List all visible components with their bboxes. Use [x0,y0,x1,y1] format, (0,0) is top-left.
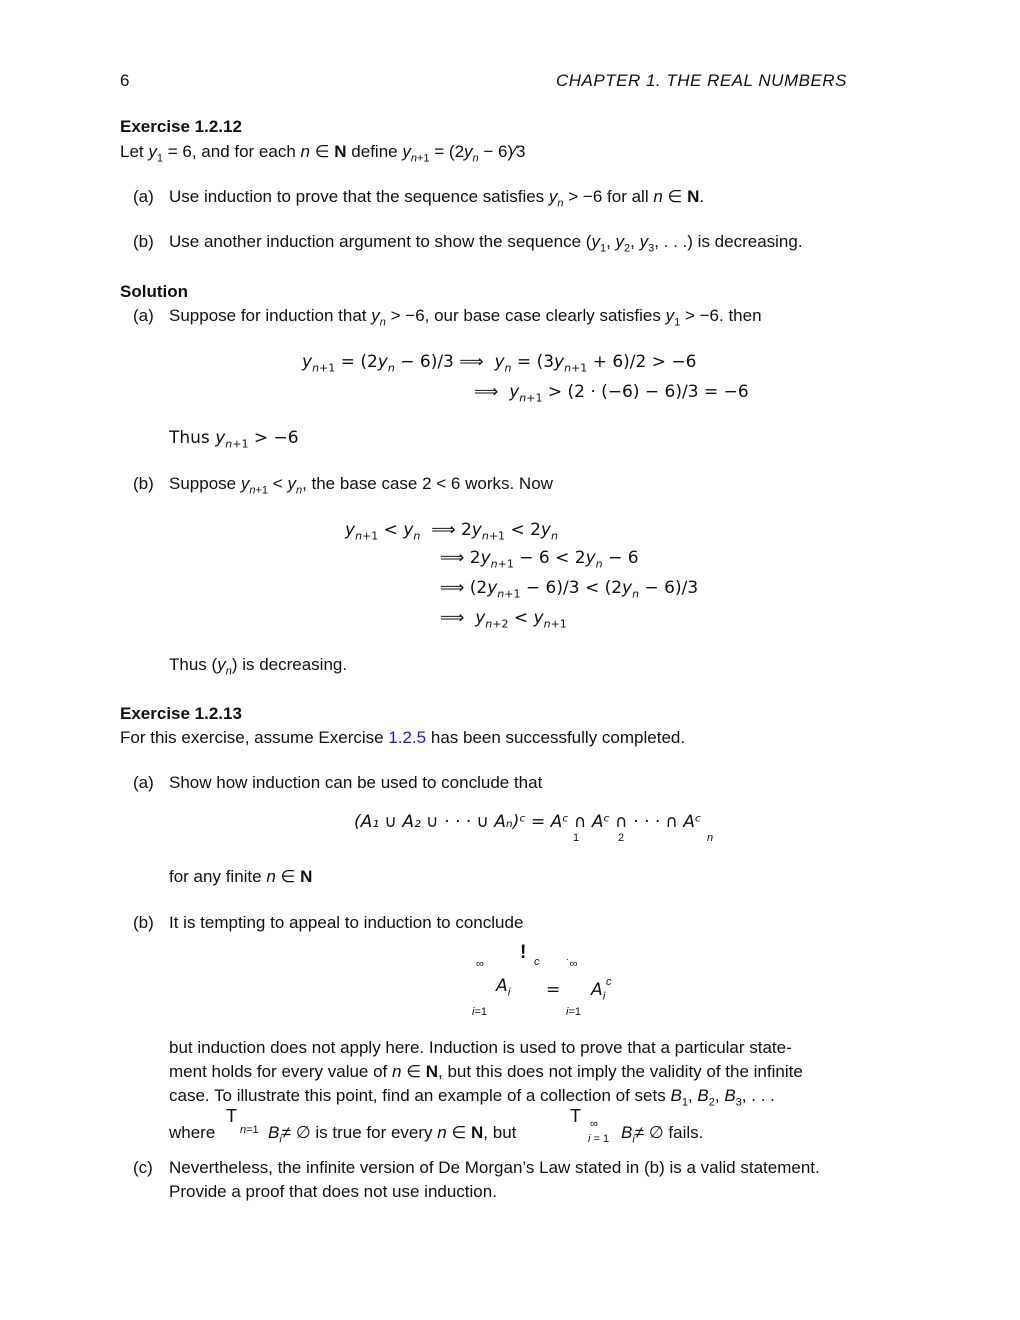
paragraph-line: Nevertheless, the infinite version of De Morgan’s Law stated in (b) is a valid statement. [169,1158,820,1177]
exercise-link[interactable]: 1.2.5 [388,728,427,747]
formula-subscript: 2 [618,832,625,844]
solution-title: Solution [120,282,188,301]
paragraph-line: $B_i\ne$ ∅ is true for every n ∈ N, but [268,1123,517,1146]
paragraph-line: but induction does not apply here. Induction is used to prove that a particular state- [169,1038,792,1057]
formula-fragment: ∞ [590,1118,598,1130]
paragraph-line: case. To illustrate this point, find an example of a collection of sets $B_1$, $B_2$, $B_3$, . . . [169,1086,775,1109]
formula-fragment: ˙∞ [566,958,578,970]
formula-fragment: T [226,1106,237,1126]
paragraph-line: ment holds for every value of n ∈ N, but this does not imply the validity of the infinite [169,1062,803,1081]
formula-fragment: ! [520,942,527,963]
formula-fragment: ∞ [476,958,484,970]
part-label: (a) [133,773,154,792]
part-text: Use another induction argument to show the sequence ($y_1$, $y_2$, $y_3$, . . .) is decreasing. [169,232,803,255]
part-label: (a) [133,187,154,206]
formula-fragment: = [546,980,561,1000]
part-label: (b) [133,232,154,251]
conclusion-text: Thus $y_{n+1} > -6$ [169,428,299,451]
formula-fragment: n=1 [240,1124,259,1136]
part-label: (a) [133,306,154,325]
formula-fragment: c [534,956,540,968]
exercise-title: Exercise 1.2.13 [120,704,242,723]
part-text: for any finite n ∈ N [169,867,313,886]
conclusion-text: Thus $(y_n)$ is decreasing. [169,655,348,678]
equation-line: ⟹ $y_{n+2} < y_{n+1}$ [440,608,567,631]
formula-fragment: $A_i$ [591,980,606,1003]
paragraph-line: Provide a proof that does not use induction. [169,1182,497,1201]
part-text: Show how induction can be used to conclude that [169,773,543,792]
formula-subscript: n [707,832,714,844]
formula-subscript: 1 [573,832,580,844]
paragraph-line: where [169,1123,216,1142]
part-text: Use induction to prove that the sequence satisfies $y_n > -6$ for all n ∈ N. [169,187,705,210]
part-label: (b) [133,474,154,493]
equation-line: ⟹ $y_{n+1} > (2 \cdot (-6)$ − 6)∕3 = −6 [474,382,749,405]
exercise-intro: For this exercise, assume Exercise 1.2.5 has been successfully completed. [120,728,686,747]
part-text: It is tempting to appeal to induction to conclude [169,913,524,932]
part-text: Suppose $y_{n+1} < y_n$, the base case 2 < 6 works. Now [169,474,553,497]
equation-line: ⟹ $2y_{n+1} - 6 < 2y_n - 6$ [440,548,639,571]
formula-fragment: T [570,1106,581,1126]
formula-fragment: $A_i$ [496,976,511,999]
formula-fragment: i=1 [472,1006,487,1018]
part-label: (c) [133,1158,153,1177]
formula-fragment: c [606,976,612,988]
formula-fragment: i = 1 [588,1133,610,1145]
page-number: 6 [120,71,130,90]
paragraph-line: $B_i\ne$ ∅ fails. [621,1123,704,1146]
de-morgan-formula: (A₁ ∪ A₂ ∪ · · · ∪ Aₙ)ᶜ = Aᶜ ∩ Aᶜ ∩ · · · ∩ Aᶜ [354,812,702,832]
exercise-intro: Let $y_1 = 6$, and for each n ∈ N define $y_{n+1} = (2y_n$ − 6)∕3 [120,142,526,165]
formula-fragment: i=1 [566,1006,581,1018]
exercise-title: Exercise 1.2.12 [120,117,242,136]
equation-line: $y_{n+1} < y_n$ ⟹ $2y_{n+1} < 2y_n$ [345,520,558,543]
part-label: (b) [133,913,154,932]
chapter-title: CHAPTER 1. THE REAL NUMBERS [556,71,847,90]
equation-line: ⟹ ($2y_{n+1}$ − 6)∕3 < ($2y_n$ − 6)∕3 [440,578,699,601]
part-text: Suppose for induction that $y_n > -6$, our base case clearly satisfies $y_1 > -6$. then [169,306,762,329]
equation-line: $y_{n+1} = (2y_n$ − 6)∕3 ⟹ $y_n = (3y_{n+1}$ + 6)∕2 > −6 [302,352,697,375]
